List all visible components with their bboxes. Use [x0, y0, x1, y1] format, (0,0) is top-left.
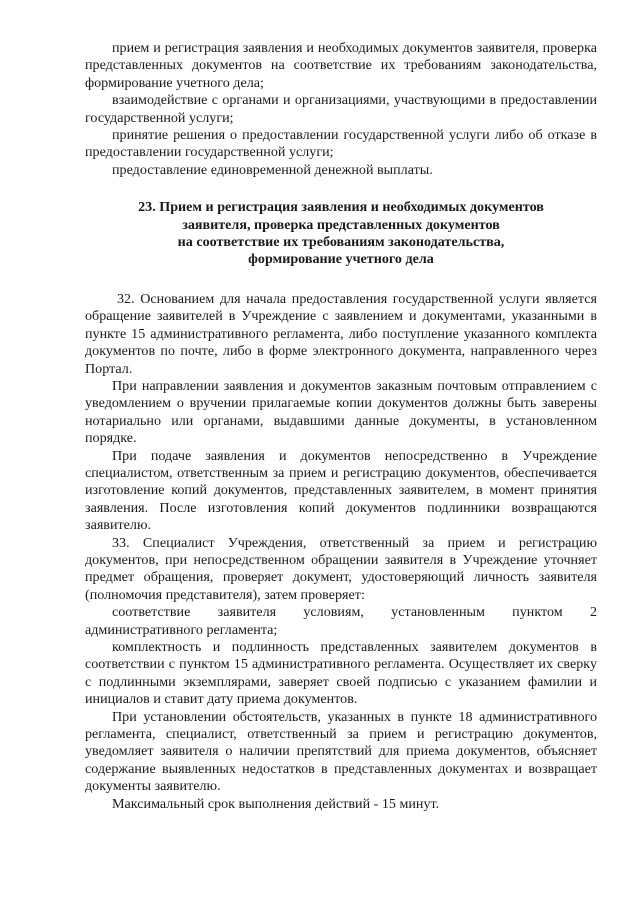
document-page — [85, 40, 597, 813]
intro-item-4: предоставление единовременной денежной выплаты. — [112, 161, 433, 178]
paragraph-32: 32. Основанием для начала предоставления государственной услуги является обращение заявителей в Учреждение с заявлением и документами, указанными в пункте 15 административного регламента, либо поступление указанного комплекта документов по почте, либо в форме электронного документа, направленного через Портал. — [85, 290, 597, 377]
paragraph-obstacles: При установлении обстоятельств, указанных в пункте 18 административного регламента, специалист, ответственный за прием и регистрацию документов, уведомляет заявителя о наличии препятствий для приема документов, объясняет содержание выявленных недостатков в представленных документах и возвращает документы заявителю. — [85, 708, 597, 795]
section-heading-line-3: на соответствие их требованиям законодательства, — [177, 234, 505, 251]
section-heading-line-2: заявителя, проверка представленных документов — [182, 216, 500, 233]
check-item-eligibility: соответствие заявителя условиям, установленным пунктом 2 административного регламента; — [85, 604, 597, 638]
paragraph-max-time: Максимальный срок выполнения действий - 15 минут. — [112, 795, 440, 812]
intro-item-2: взаимодействие с органами и организациями, участвующими в предоставлении государственной услуги; — [85, 92, 597, 126]
intro-item-3: принятие решения о предоставлении государственной услуги либо об отказе в предоставлении государственной услуги; — [85, 127, 597, 161]
intro-item-1: прием и регистрация заявления и необходимых документов заявителя, проверка представленных документов на соответствие их требованиям законодательства, формирование учетного дела; — [85, 40, 597, 91]
paragraph-direct-submission: При подаче заявления и документов непосредственно в Учреждение специалистом, ответственным за прием и регистрацию документов, обеспечивается изготовление копий документов, представленных заявителем, в момент принятия заявления. После изготовления копий документов подлинники возвращаются заявителю. — [85, 447, 597, 534]
check-item-completeness: комплектность и подлинность представленных заявителем документов в соответствии с пунктом 15 административного регламента. Осуществляет их сверку с подлинными экземплярами, заверяет своей подписью с указанием фамилии и инициалов и ставит дату приема документов. — [85, 639, 597, 708]
paragraph-33: 33. Специалист Учреждения, ответственный за прием и регистрацию документов, при непосредственном обращении заявителя в Учреждение уточняет предмет обращения, проверяет документ, удостоверяющий личность заявителя (полномочия представителя), затем проверяет: — [85, 534, 597, 603]
paragraph-mail-submission: При направлении заявления и документов заказным почтовым отправлением с уведомлением о вручении прилагаемые копии документов должны быть заверены нотариально или органами, выдавшими данные документы, в установленном порядке. — [85, 377, 597, 447]
section-heading — [85, 199, 597, 269]
section-heading-line-1: 23. Прием и регистрация заявления и необходимых документов — [138, 199, 544, 216]
section-heading-line-4: формирование учетного дела — [248, 251, 434, 268]
